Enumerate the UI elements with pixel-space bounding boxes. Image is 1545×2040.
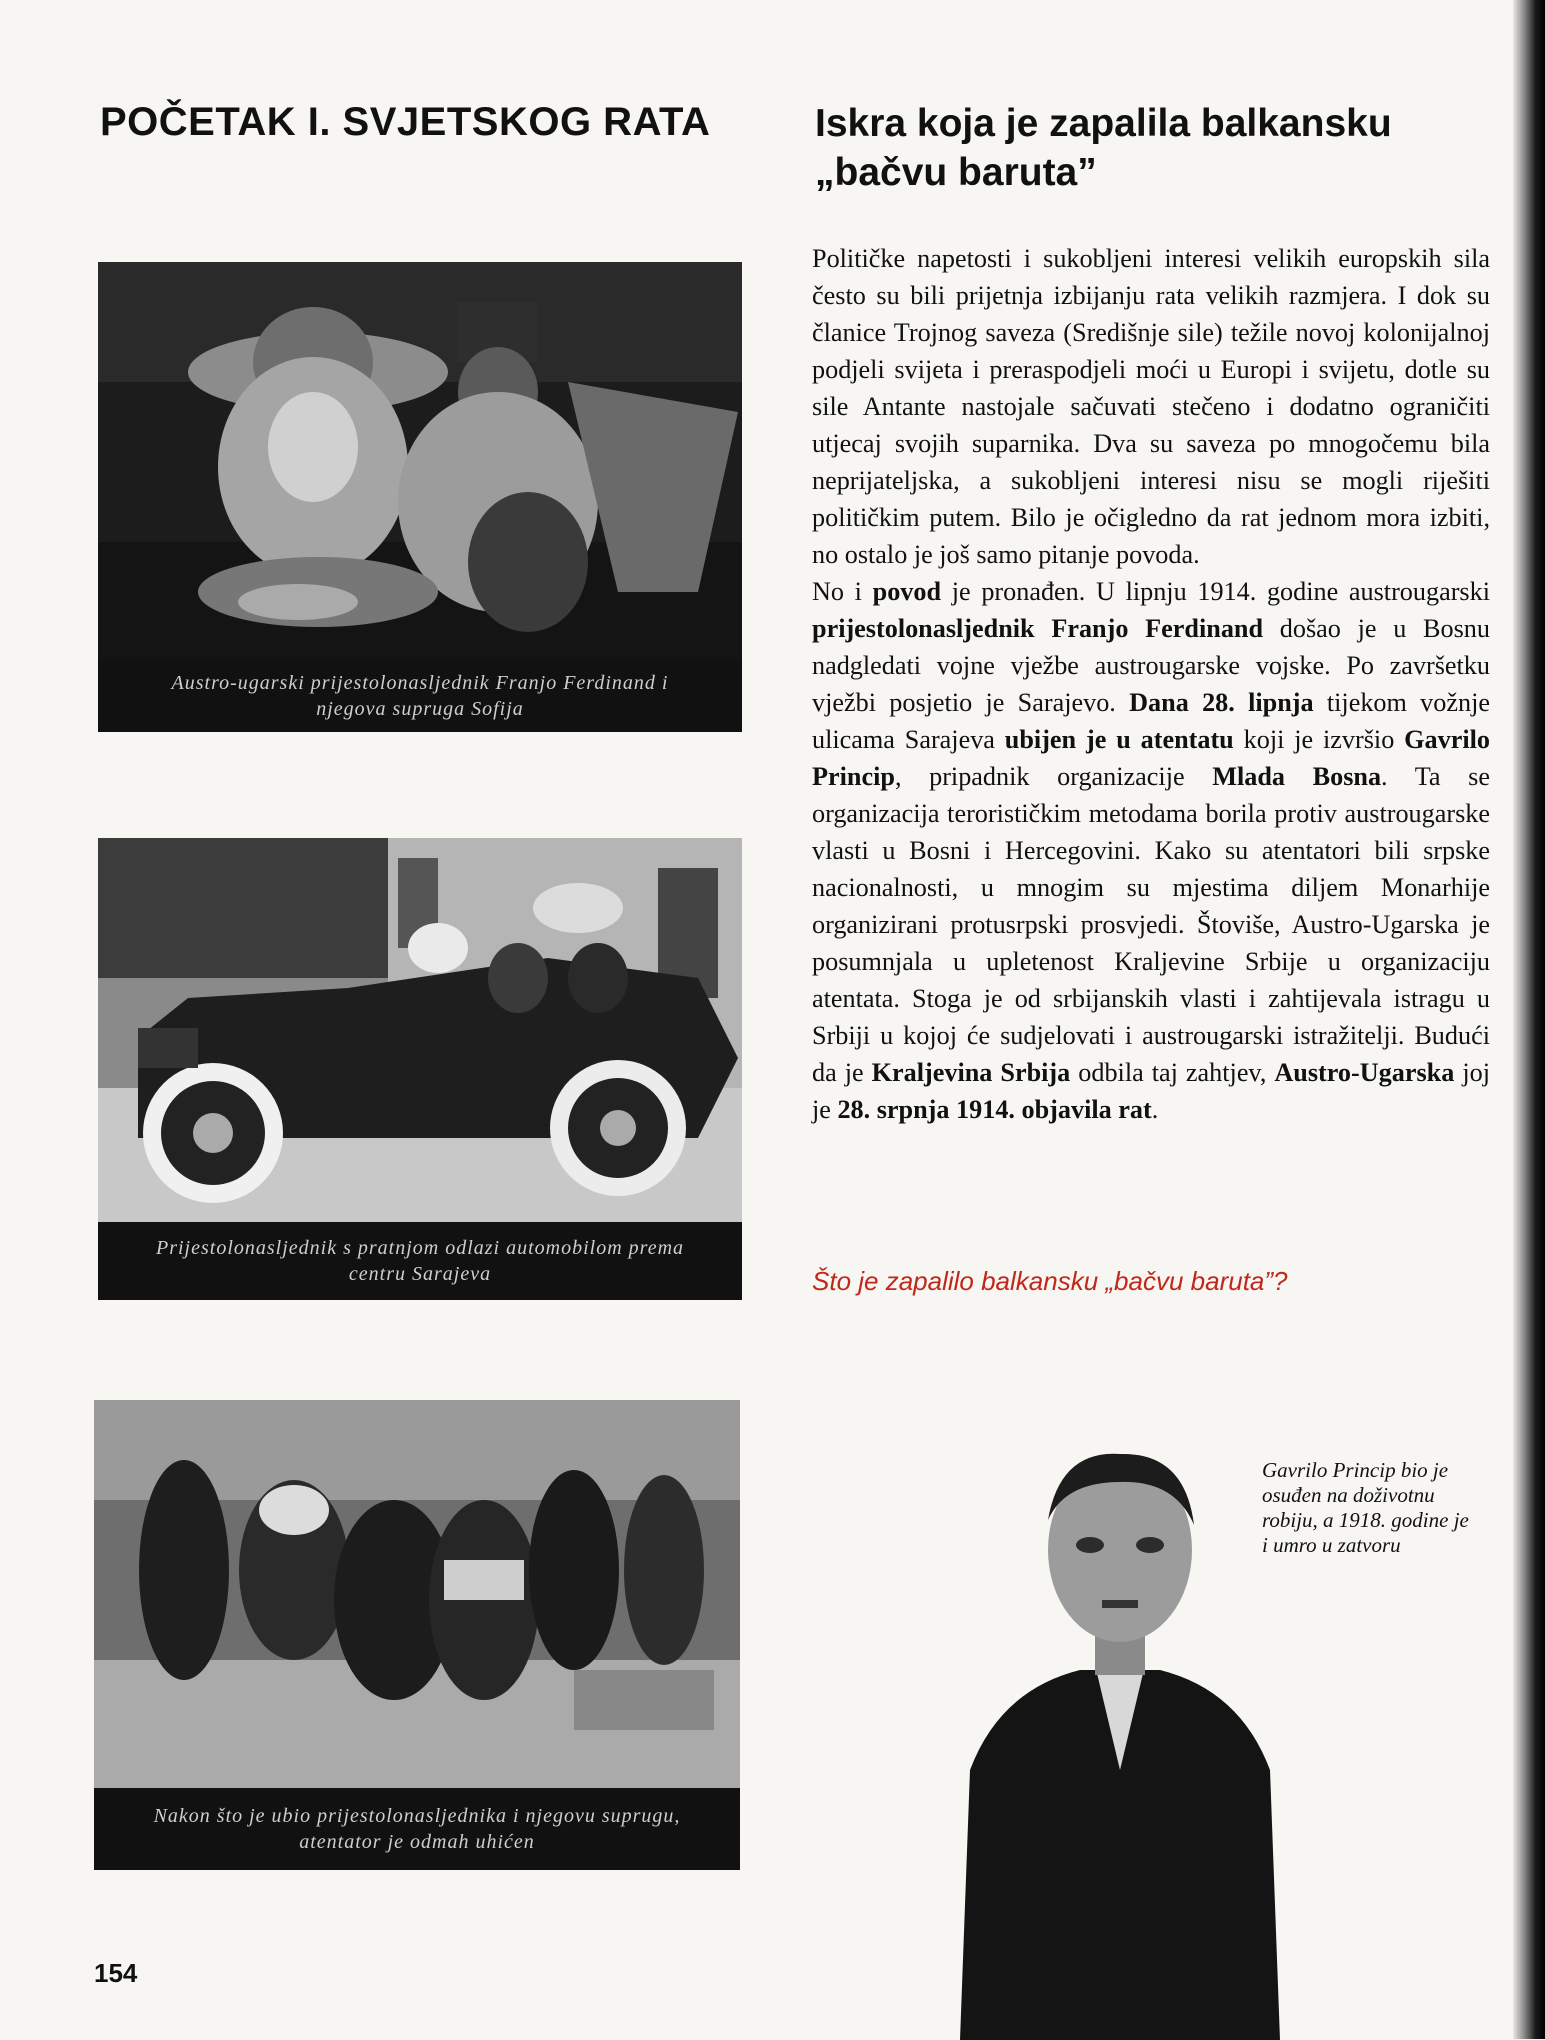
article-title-line-1: Iskra koja je zapalila balkansku [815, 102, 1392, 145]
book-spine-shadow [1513, 0, 1545, 2039]
page-number: 154 [94, 1958, 138, 1988]
photo-caption: Nakon što je ubio prijestolonasljednika i njegovu suprugu, atentator je odmah uhićen [153, 1805, 681, 1853]
photo-caption: Prijestolonasljednik s pratnjom odlazi automobilom prema centru Sarajeva [155, 1237, 685, 1285]
photo-arrest [94, 1400, 740, 1870]
section-title: POČETAK I. SVJETSKOG RATA [100, 100, 711, 144]
paragraph-1: Političke napetosti i sukobljeni interesi velikih europskih sila često su bili prijetnja izbijanju rata velikih razmjera. I dok su članice Trojnog saveza (Središnje sile) težile novoj kolonijalnoj podjeli svijeta i preraspodjeli moći u Europi i svijetu, dotle su sile Antante nastojale sačuvati stečeno i dodatno ograničiti utjecaj svojih suparnika. Dva su saveza po mnogočemu bila neprijateljska, a sukobljeni interesi nisu se mogli riješiti političkim putem. Bilo je očigledno da rat jednom mora izbiti, no ostalo je još samo pitanje povoda. [812, 244, 1490, 569]
photo-caption: Austro-ugarski prijestolonasljednik Franjo Ferdinand i njegova supruga Sofija [171, 672, 669, 720]
review-question: Što je zapalilo balkansku „bačvu baruta”? [812, 1266, 1288, 1296]
article-title-line-2: „bačvu baruta” [815, 150, 1097, 194]
photo-image [94, 1400, 740, 1788]
paragraph-2: No i povod je pronađen. U lipnju 1914. godine austrougarski prijestolonasljednik Franjo Ferdinand došao je u Bosnu nadgledati vojne vježbe austrougarske vojske. Po završetku vježbi posjetio je Sarajevo. Dana 28. lipnja tijekom vožnje ulicama Sarajeva ubijen je u atentatu koji je izvršio Gavrilo Princip, pripadnik organizacije Mlada Bosna. Ta se organizacija terorističkim metodama borila protiv austrougarske vlasti u Bosni i Hercegovini. Kako su atentatori bili srpske nacionalnosti, u mnogim su mjestima diljem Monarhije organizirani protusrpski prosvjedi. Štoviše, Austro-Ugarska je posumnjala u upletenost Kraljevine Srbije u organizaciju atentata. Stoga je od srbijanskih vlasti i zahtijevala istragu u Srbiji u kojoj će sudjelovati i austrougarski istražitelji. Budući da je Kraljevina Srbija odbila taj zahtjev, Austro-Ugarska joj je 28. srpnja 1914. objavila rat. [812, 577, 1491, 1124]
portrait-gavrilo-princip [960, 1440, 1280, 2040]
photo-motorcade-car [98, 838, 742, 1300]
article-title [815, 100, 1465, 198]
photo-franz-ferdinand-sophie [98, 262, 742, 732]
photo-image [98, 262, 742, 660]
article-body [812, 240, 1490, 1128]
portrait-caption: Gavrilo Princip bio je osuđen na doživotnu robiju, a 1918. godine je i umro u zatvoru [1262, 1458, 1469, 1557]
photo-image [98, 838, 742, 1222]
